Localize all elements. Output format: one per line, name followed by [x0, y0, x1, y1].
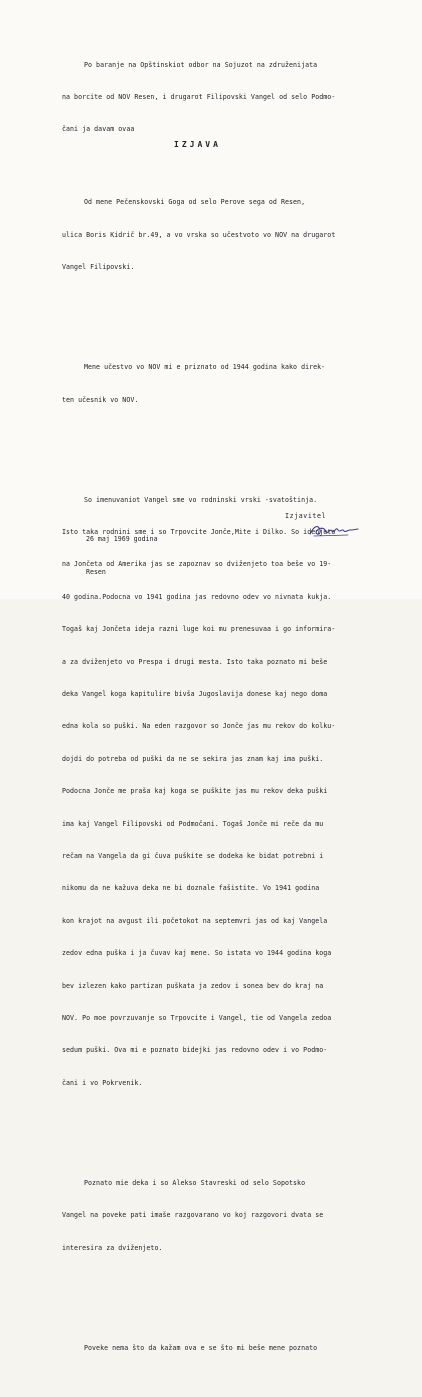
paragraph-4 [62, 1156, 418, 1275]
text-line: Togaš kaj Jončeta ideja razni luge koi mu prenesuvaa i go informira- [62, 625, 336, 634]
text-line: bev izlezen kako partizan puškata ja zedov i sonea bev do kraj na [62, 981, 324, 990]
text-line: sedum puški. Ova mi e poznato bidejki jas redovno odev i vo Podmo- [62, 1046, 328, 1055]
text-line: Poveke nema što da kažam ova e se što mi beše mene poznato [84, 1343, 318, 1352]
signature-label: Izjavitel [285, 512, 327, 520]
text-line: dojdi do potreba od puški da ne se sekira jas znam kaj ima puški. [62, 754, 324, 763]
paragraph-1 [62, 176, 418, 295]
text-line: kon krajot na avgust ili početokot na septemvri jas od kaj Vangela [62, 916, 328, 925]
text-line: ulica Boris Kidrič br.49, a vo vrska so učestvoto vo NOV na drugarot [62, 230, 336, 239]
text-line: a za dviženjeto vo Prespa i drugi mesta. Isto taka poznato mi beše [62, 657, 328, 666]
date-place-block [86, 512, 157, 600]
text-line: zedov edna puška i ja čuvav kaj mene. So istata vo 1944 godina koga [62, 949, 332, 958]
document-title: IZJAVA [174, 140, 221, 149]
intro-paragraph [62, 38, 418, 157]
paragraph-5 [62, 1321, 418, 1375]
text-line: Vangel na poveke pati imaše razgovarano vo koj razgovori dvata se [62, 1211, 324, 1220]
text-line: nikomu da ne kažuva deka ne bi doznale fašistite. Vo 1941 godina [62, 884, 320, 893]
document-date: 26 maj 1969 godina [86, 535, 158, 543]
statement-body [62, 154, 418, 1397]
text-line: rečam na Vangela da gi čuva puškite se dodeka ke bidat potrebni i [62, 852, 324, 860]
text-line: Mene učestvo vo NOV mi e priznato od 1944 godina kako direk- [84, 363, 326, 372]
document-place: Resen [86, 568, 106, 576]
handwritten-signature [308, 520, 360, 540]
text-line: So imenuvaniot Vangel sme vo rodninski vrski -svatoštinja. [84, 495, 318, 504]
intro-line: Po baranje na Opštinskiot odbor na Sojuzot na združenijata [84, 60, 318, 69]
paragraph-2 [62, 341, 418, 427]
text-line: ten učesnik vo NOV. [62, 395, 139, 404]
intro-line: čani ja davam ovaa [62, 125, 135, 134]
text-line: Poznato mie deka i so Alekso Stavreski od selo Sopotsko [84, 1178, 306, 1187]
text-line: čani i vo Pokrvenik. [62, 1078, 143, 1087]
text-line: interesira za dviženjeto. [62, 1243, 163, 1252]
text-line: deka Vangel koga kapitulire bivša Jugoslavija donese kaj nego doma [62, 690, 328, 699]
text-line: edna kola so puški. Na eden razgovor so Jonče jas mu rekov do kolku- [62, 722, 336, 731]
text-line: ima kaj Vangel Filipovski od Podmočani. Togaš Jonče mi reče da mu [62, 819, 324, 828]
text-line: Isto taka rodnini sme i so Trpovcite Jonče,Mite i Dilko. So idenjeto [62, 528, 336, 537]
text-line: Podocna Jonče me praša kaj koga se puškite jas mu rekov deka puški [62, 787, 328, 796]
text-line: NOV. Po moe povrzuvanje so Trpovcite i Vangel, tie od Vangela zedoa [62, 1013, 332, 1022]
intro-line: na borcite od NOV Resen, i drugarot Filipovski Vangel od selo Podmo- [62, 92, 336, 101]
text-line: 40 godina.Podocna vo 1941 godina jas redovno odev vo nivnata kukja. [62, 592, 332, 601]
text-line: Od mene Pečenskovski Goga od selo Perove sega od Resen, [84, 198, 306, 207]
text-line: Vangel Filipovski. [62, 262, 135, 271]
text-line: na Jončeta od Amerika jas se zapoznav so dviženjeto toa beše vo 19- [62, 560, 332, 569]
